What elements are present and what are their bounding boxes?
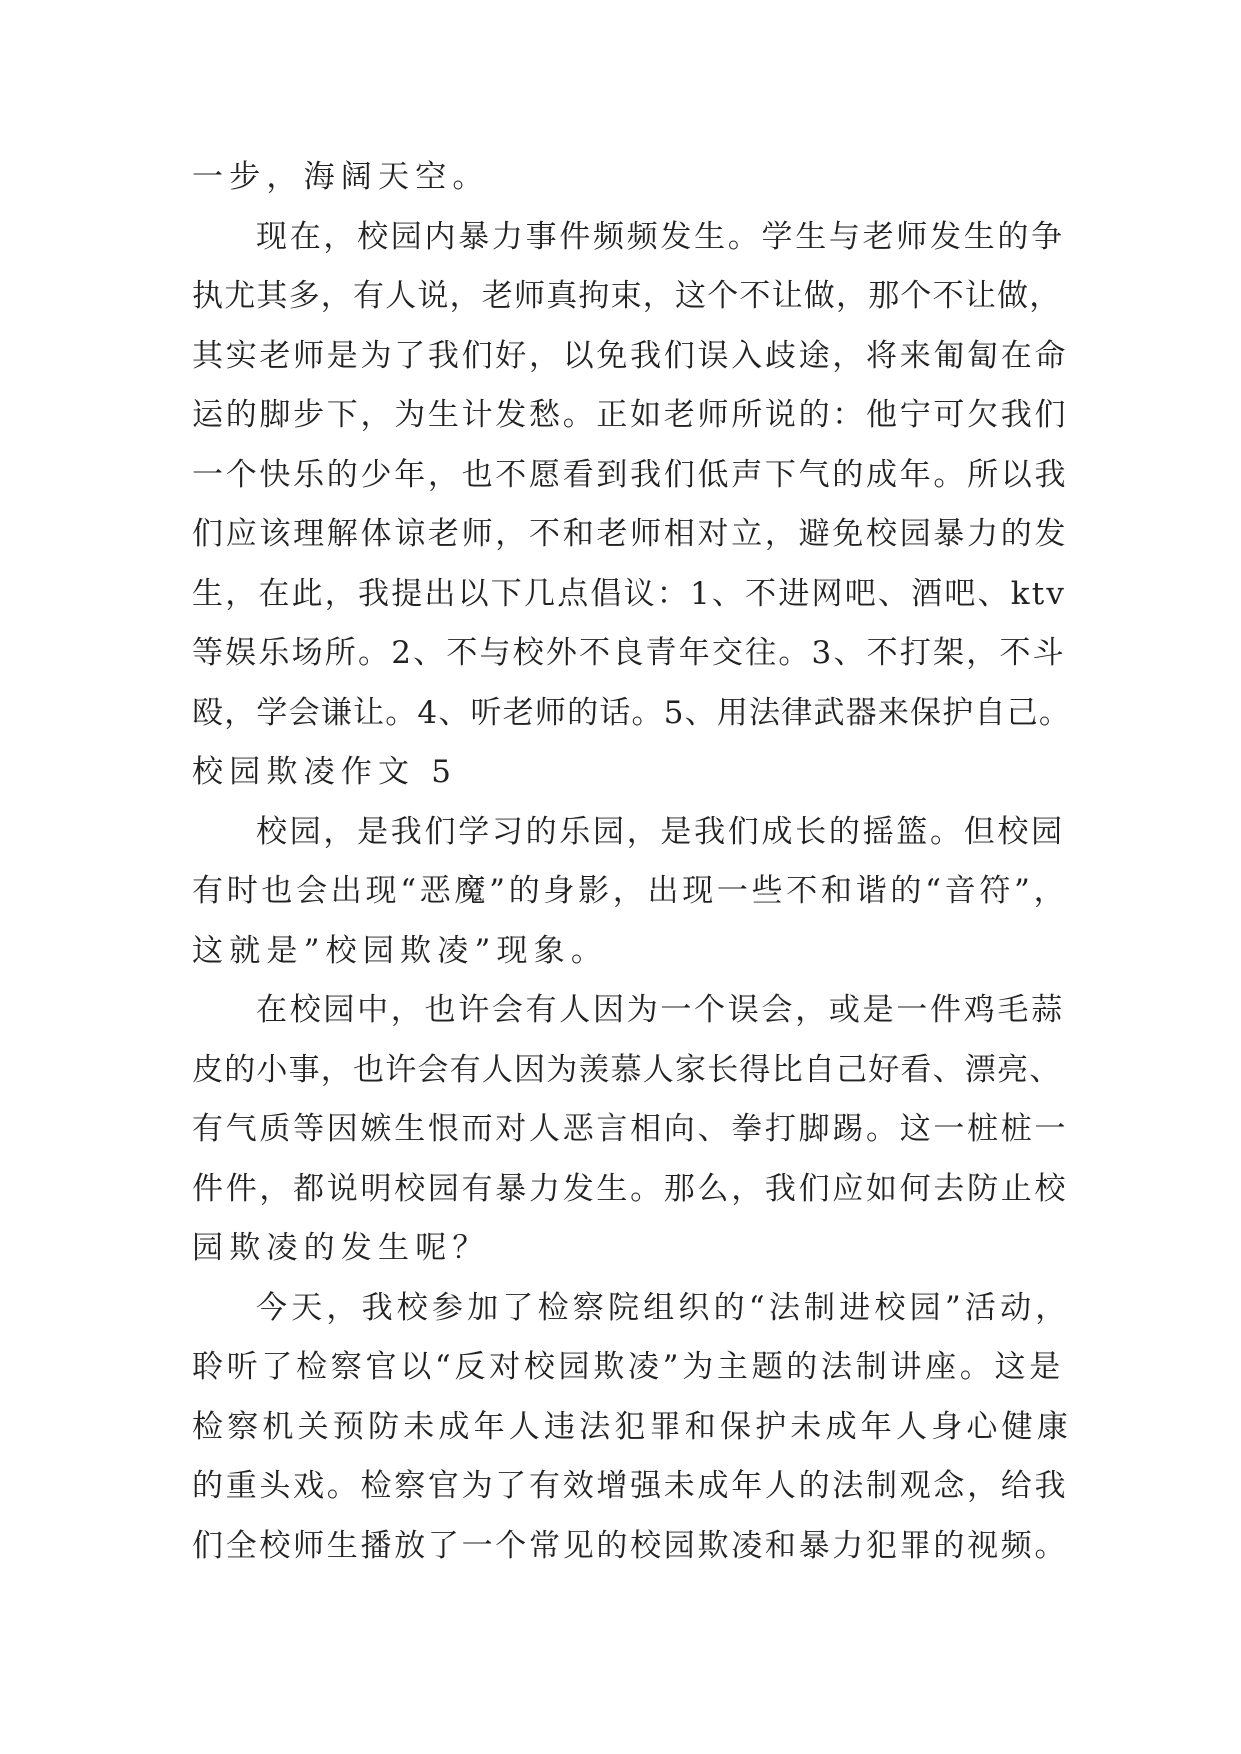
document-body [192, 148, 1072, 1576]
paragraph-start-line: 校园，是我们学习的乐园，是我们成长的摇篮。但校园 [256, 813, 1065, 850]
text-line: 一个快乐的少年，也不愿看到我们低声下气的成年。所以我 [192, 456, 1069, 493]
text-line: 这就是”校园欺凌”现象。 [192, 932, 609, 969]
text-line: 聆听了检察官以“反对校园欺凌”为主题的法制讲座。这是 [192, 1349, 1064, 1385]
text-line: 其实老师是为了我们好，以免我们误入歧途，将来匍匐在命 [192, 337, 1069, 374]
paragraph-start-line: 现在，校园内暴力事件频频发生。学生与老师发生的争 [256, 218, 1065, 255]
text-line: 殴，学会谦让。4、听老师的话。5、用法律武器来保护自己。 [192, 694, 1072, 731]
text-line: 们全校师生播放了一个常见的校园欺凌和暴力犯罪的视频。 [192, 1527, 1069, 1564]
text-line: 校园欺凌作文 5 [192, 754, 458, 790]
text-line: 运的脚步下，为生计发愁。正如老师所说的：他宁可欠我们 [192, 397, 1069, 433]
text-line: 有时也会出现“恶魔”的身影，出现一些不和谐的“音符”， [192, 873, 1069, 909]
text-line: 皮的小事，也许会有人因为羡慕人家长得比自己好看、漂亮、 [192, 1051, 1062, 1088]
paragraph-start-line: 在校园中，也许会有人因为一个误会，或是一件鸡毛蒜 [256, 992, 1065, 1028]
text-line: 一步，海阔天空。 [192, 159, 490, 195]
paragraph-start-line: 今天，我校参加了检察院组织的“法制进校园”活动， [256, 1289, 1071, 1326]
text-line: 检察机关预防未成年人违法犯罪和保护未成年人身心健康 [192, 1408, 1072, 1445]
text-line: 们应该理解体谅老师，不和老师相对立，避免校园暴力的发 [192, 516, 1069, 552]
text-line: 执尤其多，有人说，老师真拘束，这个不让做，那个不让做， [192, 278, 1062, 314]
text-line: 生，在此，我提出以下几点倡议：1、不进网吧、酒吧、ktv [192, 575, 1067, 612]
text-line: 等娱乐场所。2、不与校外不良青年交往。3、不打架，不斗 [192, 635, 1066, 671]
text-line: 的重头戏。检察官为了有效增强未成年人的法制观念，给我 [192, 1468, 1069, 1504]
text-line: 园欺凌的发生呢？ [192, 1230, 490, 1266]
text-line: 有气质等因嫉生恨而对人恶言相向、拳打脚踢。这一桩桩一 [192, 1111, 1069, 1147]
text-line: 件件，都说明校园有暴力发生。那么，我们应如何去防止校 [192, 1170, 1069, 1207]
